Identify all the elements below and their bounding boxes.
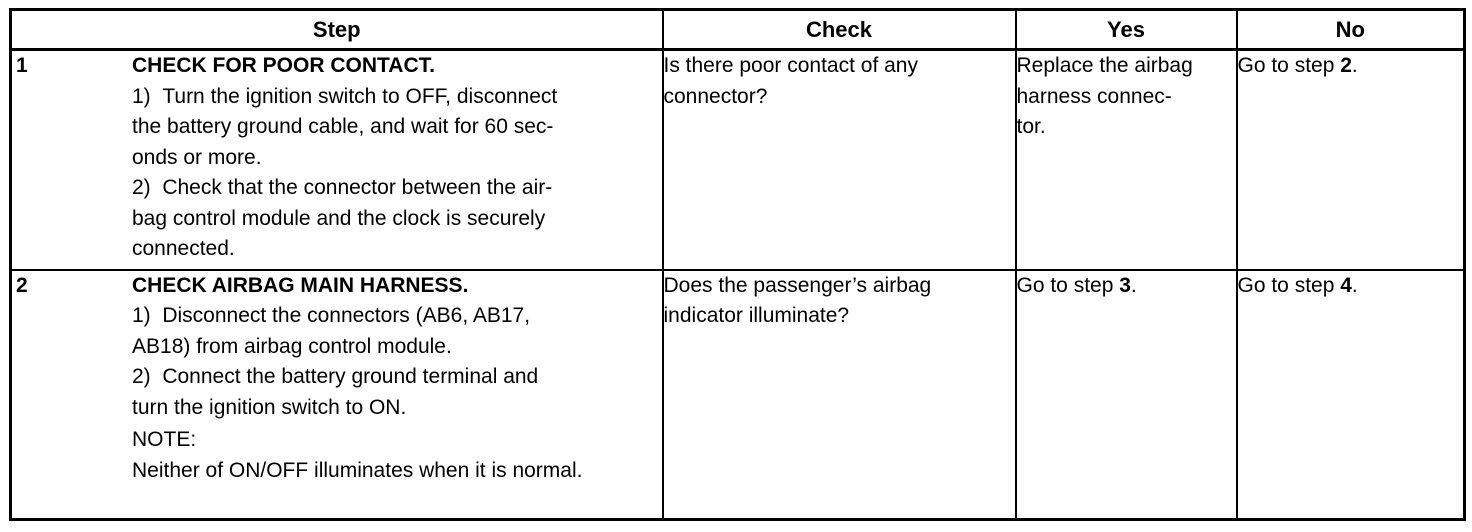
- check-line: connector?: [663, 84, 768, 108]
- yes-cell: [1016, 50, 1237, 270]
- yes-text: Go to step: [1016, 273, 1120, 297]
- step-line: 1) Disconnect the connectors (AB6, AB17,: [132, 304, 531, 327]
- no-text: Go to step: [1237, 54, 1341, 77]
- table-row: [11, 270, 1465, 520]
- step-line: turn the ignition switch to ON.: [132, 395, 407, 419]
- check-line: indicator illuminate?: [663, 304, 850, 327]
- step-line: AB18) from airbag control module.: [132, 334, 452, 358]
- header-yes: Yes: [1016, 10, 1237, 50]
- step-line: the battery ground cable, and wait for 60 sec-: [132, 115, 554, 138]
- no-step-ref: 4: [1340, 273, 1352, 297]
- step-line: connected.: [132, 237, 235, 260]
- diagnostic-table: [9, 8, 1466, 521]
- step-cell: [11, 50, 663, 270]
- step-line: 2) Connect the battery ground terminal and: [132, 365, 539, 388]
- no-suffix: .: [1351, 273, 1358, 297]
- yes-suffix: .: [1130, 273, 1137, 297]
- step-number: 2: [16, 273, 28, 297]
- no-suffix: .: [1351, 54, 1358, 77]
- yes-cell: [1016, 270, 1237, 520]
- no-cell: [1237, 50, 1465, 270]
- step-title: CHECK AIRBAG MAIN HARNESS.: [132, 273, 469, 297]
- check-line: Does the passenger’s airbag: [663, 273, 932, 297]
- yes-step-ref: 3: [1119, 273, 1131, 297]
- header-no: No: [1237, 10, 1465, 50]
- header-row: [11, 10, 1465, 50]
- step-body: [132, 51, 662, 265]
- check-cell: [663, 270, 1016, 520]
- table-row: [11, 50, 1465, 270]
- yes-line: tor.: [1016, 115, 1046, 138]
- note-text: Neither of ON/OFF illuminates when it is normal.: [132, 458, 583, 482]
- step-body: [132, 271, 662, 487]
- no-cell: [1237, 270, 1465, 520]
- step-line: onds or more.: [132, 145, 262, 169]
- step-title: CHECK FOR POOR CONTACT.: [132, 54, 435, 77]
- check-cell: [663, 50, 1016, 270]
- check-line: Is there poor contact of any: [663, 54, 918, 77]
- no-text: Go to step: [1237, 273, 1341, 297]
- note-label: NOTE:: [132, 428, 197, 451]
- yes-line: harness connec-: [1016, 84, 1172, 108]
- step-cell: [11, 270, 663, 520]
- step-line: 2) Check that the connector between the air-: [132, 176, 553, 199]
- step-line: bag control module and the clock is securely: [132, 206, 546, 230]
- yes-line: Replace the airbag: [1016, 54, 1193, 77]
- step-number: 1: [16, 54, 28, 77]
- step-line: 1) Turn the ignition switch to OFF, disconnect: [132, 84, 558, 108]
- no-step-ref: 2: [1340, 54, 1352, 77]
- header-check: Check: [663, 10, 1016, 50]
- header-step: Step: [11, 10, 663, 50]
